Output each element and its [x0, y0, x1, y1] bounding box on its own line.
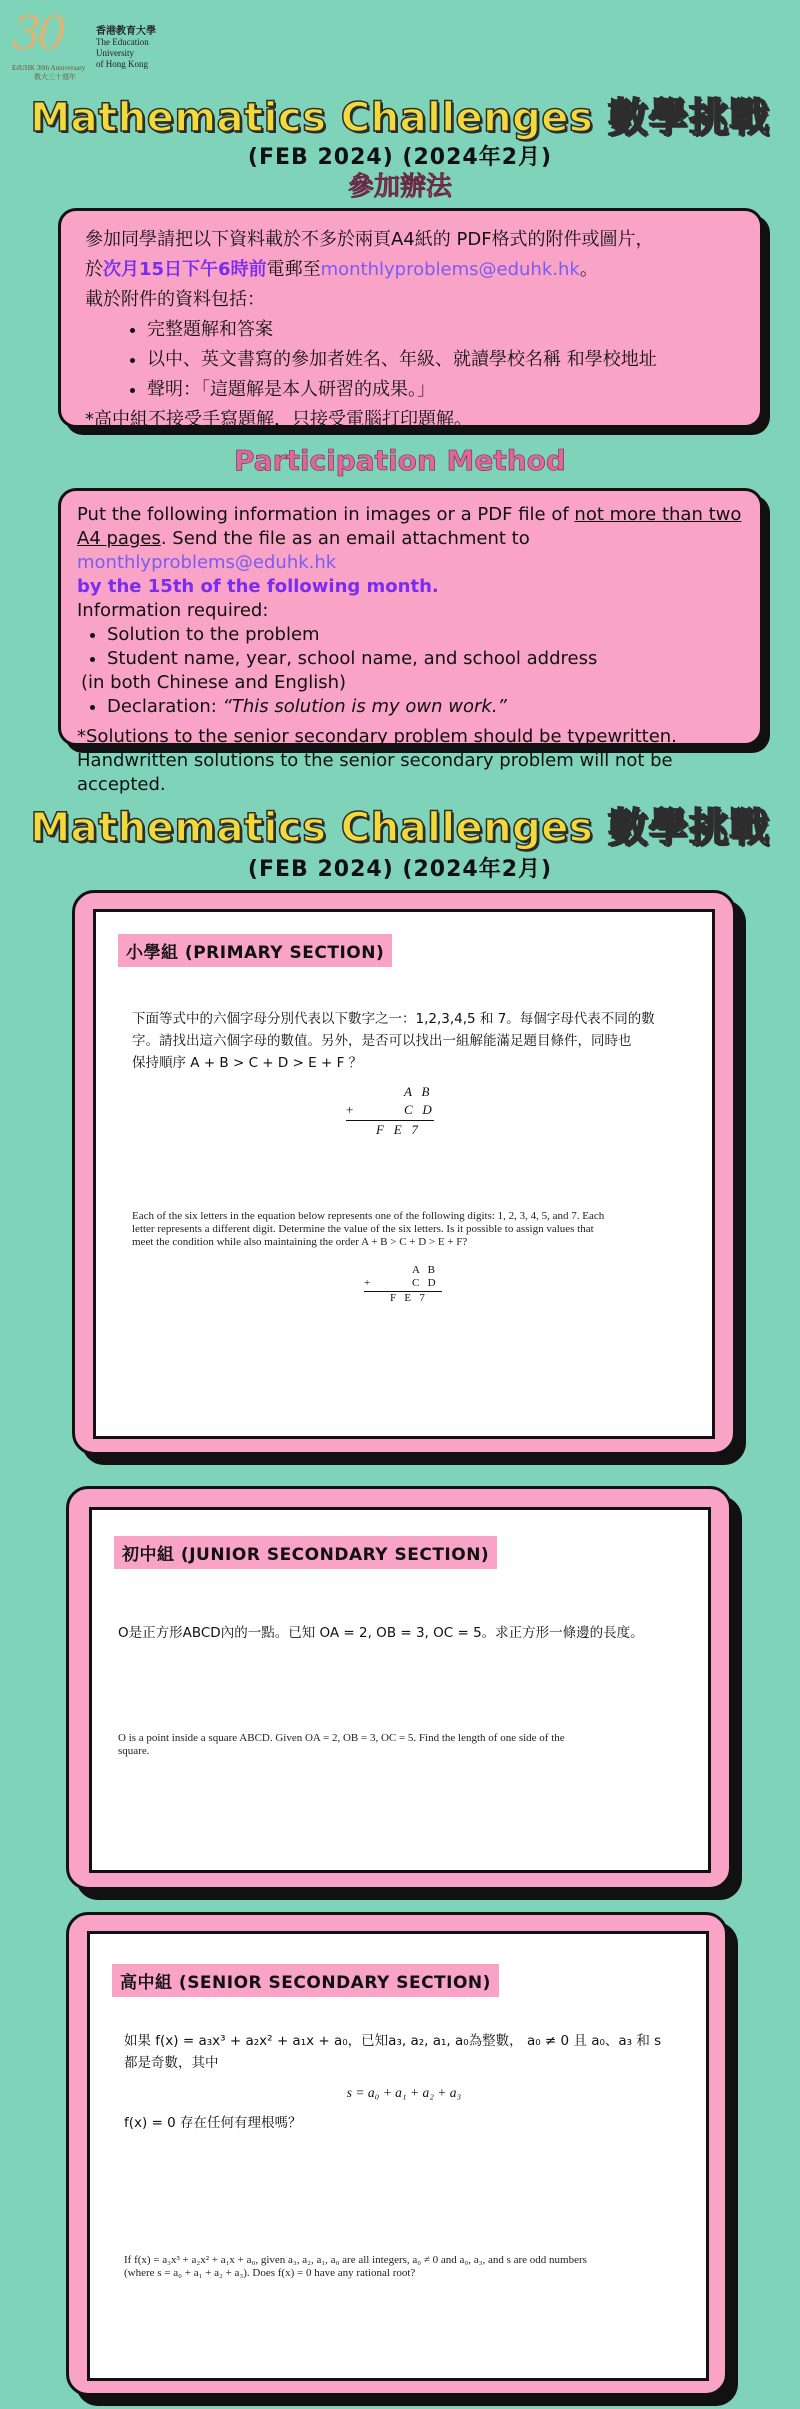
logo-uni-en-1: The Education University [96, 37, 149, 58]
senior-section [66, 1912, 728, 2396]
junior-section [66, 1486, 732, 1890]
primary-zh-1: 下面等式中的六個字母分別代表以下數字之一：1,2,3,4,5 和 7。每個字母代表不同的數 [132, 1011, 655, 1027]
en-item-student-info: • Student name, year, school name, and school address [107, 647, 744, 671]
senior-zh-3: f(x) = 0 存在任何有理根嗎？ [124, 2115, 302, 2131]
zh-line2-end: 。 [579, 259, 598, 280]
en-p1-underline: not more than two A4 pages [77, 504, 742, 549]
en-item-languages: (in both Chinese and English) [81, 672, 347, 693]
primary-problem-sheet [93, 909, 715, 1439]
senior-en-2: (where s = a₀ + a₁ + a₂ + a₃). Does f(x) = 0 have any rational root? [124, 2267, 416, 2279]
primary-en-1: Each of the six letters in the equation below represents one of the following digits: 1, 2, 3, 4, 5, and 7. Each [132, 1210, 605, 1222]
logo-anniversary [12, 64, 85, 82]
en-card-list [77, 623, 744, 671]
participation-card-en [58, 488, 763, 795]
junior-zh-text: O是正方形ABCD內的一點。已知 OA = 2, OB = 3, OC = 5。求正方形一條邊的長度。 [118, 1625, 644, 1641]
junior-en-2: square. [118, 1745, 150, 1757]
page-subtitle: (FEB 2024) (2024年2月) [247, 145, 553, 170]
zh-line2-mid: 電郵至 [266, 259, 321, 280]
en-item-declaration [107, 695, 744, 719]
zh-card-line3: 載於附件的資料包括： [85, 289, 265, 310]
senior-zh-1: 如果 f(x) = a₃x³ + a₂x² + a₁x + a₀，已知a₃, a₂, a₁, a₀為整數， a₀ ≠ 0 且 a₀、a₃ 和 s [124, 2033, 662, 2049]
logo-university-name [96, 26, 188, 70]
primary-zh-equation [346, 1084, 466, 1144]
senior-tag: 高中組 (SENIOR SECONDARY SECTION) [112, 1964, 499, 1997]
logo-anniv-zh: 教大三十週年 [34, 73, 76, 81]
senior-en-text [124, 2254, 694, 2280]
title2-zh: 數學挑戰 [607, 805, 770, 851]
page-title [0, 86, 800, 143]
eduhk-logo [8, 6, 188, 81]
zh-item-student-info: • 以中、英文書寫的參加者姓名、年級、就讀學校名稱 和學校地址 [147, 345, 736, 375]
zh-item-declaration: • 聲明：「這題解是本人研習的成果。」 [147, 375, 736, 405]
zh-line2-pre: 於 [85, 259, 103, 280]
junior-en-text [118, 1732, 688, 1758]
eq2-row3: F E 7 [390, 1292, 425, 1304]
participation-card-zh [58, 208, 763, 428]
en-info-required: Information required: [77, 600, 269, 621]
junior-en-1: O is a point inside a square ABCD. Given OA = 2, OB = 3, OC = 5. Find the length of one side of the [118, 1732, 565, 1744]
zh-deadline: 次月15日下午6時前 [103, 259, 267, 280]
section-subtitle: (FEB 2024) (2024年2月) [247, 857, 553, 882]
senior-zh-2: 都是奇數，其中 [124, 2055, 219, 2071]
eq1-row1: A B [404, 1084, 430, 1099]
eq2-row1: A B [412, 1264, 435, 1276]
primary-en-2: letter represents a different digit. Determine the value of the six letters. Is it possible to assign values that [132, 1223, 594, 1235]
logo-uni-en-2: of Hong Kong [96, 59, 148, 69]
zh-card-list [85, 315, 736, 405]
primary-zh-2: 字。請找出這六個字母的數值。另外，是否可以找出一組解能滿足題目條件，同時也 [132, 1033, 632, 1049]
senior-formula: s = a₀ + a₁ + a₂ + a₃ [346, 2085, 462, 2100]
en-decl-quote: “This solution is my own work.” [222, 696, 507, 717]
participation-heading-zh: 參加辦法 [347, 172, 452, 202]
title-en: Mathematics Challenges [30, 95, 594, 141]
eq1-row2: C D [404, 1102, 432, 1117]
senior-zh-text [124, 2030, 684, 2134]
logo-uni-zh: 香港教育大學 [96, 26, 156, 37]
zh-card-line2 [85, 255, 736, 285]
eq1-row3: F E 7 [376, 1122, 418, 1137]
zh-email-link[interactable]: monthlyproblems@eduhk.hk [320, 259, 580, 280]
en-p1-b: . Send the file as an email attachment to [160, 528, 530, 549]
en-card-para1 [77, 503, 744, 575]
eq1-rule [346, 1120, 434, 1121]
primary-section [72, 890, 736, 1455]
eq2-row2: C D [412, 1277, 436, 1289]
en-decl-label: Declaration: [107, 696, 223, 717]
en-p1-a: Put the following information in images or a PDF file of [77, 504, 575, 525]
senior-en-1: If f(x) = a₃x³ + a₂x² + a₁x + a₀, given a₃, a₂, a₁, a₀ are all integers, a₀ ≠ 0 and a₀, a₃, and s are odd numbers [124, 2254, 587, 2266]
eq1-plus: + [346, 1102, 354, 1117]
zh-item-solution: • 完整題解和答案 [147, 315, 736, 345]
primary-tag: 小學組 (PRIMARY SECTION) [118, 934, 392, 967]
logo-anniv-en: EdUHK 30th Anniversary [12, 64, 86, 72]
zh-card-line1: 參加同學請把以下資料載於不多於兩頁A4紙的 PDF格式的附件或圖片， [85, 229, 654, 250]
primary-en-equation [364, 1264, 464, 1314]
zh-card-note: *高中組不接受手寫題解，只接受電腦打印題解。 [85, 409, 472, 430]
title2-en: Mathematics Challenges [30, 805, 594, 851]
en-card-list-2 [77, 695, 744, 719]
eq2-plus: + [364, 1277, 371, 1289]
senior-problem-sheet [87, 1931, 709, 2381]
en-note1: *Solutions to the senior secondary problem should be typewritten. [77, 726, 677, 747]
en-note2: Handwritten solutions to the senior secondary problem will not be accepted. [77, 750, 673, 795]
en-deadline: by the 15th of the following month. [77, 576, 439, 597]
primary-en-3: meet the condition while also maintaining the order A + B > C + D > E + F? [132, 1236, 468, 1248]
title-zh: 數學挑戰 [607, 95, 770, 141]
section-title [0, 796, 800, 853]
en-email-link[interactable]: monthlyproblems@eduhk.hk [77, 552, 337, 573]
junior-tag: 初中組 (JUNIOR SECONDARY SECTION) [114, 1536, 497, 1569]
logo-30-mark: 30 [12, 6, 63, 60]
primary-zh-text [132, 1008, 692, 1074]
junior-problem-sheet [89, 1507, 711, 1873]
primary-en-text [132, 1210, 692, 1249]
participation-heading-en: Participation Method [234, 444, 566, 477]
primary-zh-3: 保持順序 A + B > C + D > E + F ？ [132, 1055, 363, 1071]
en-item-solution: • Solution to the problem [107, 623, 744, 647]
